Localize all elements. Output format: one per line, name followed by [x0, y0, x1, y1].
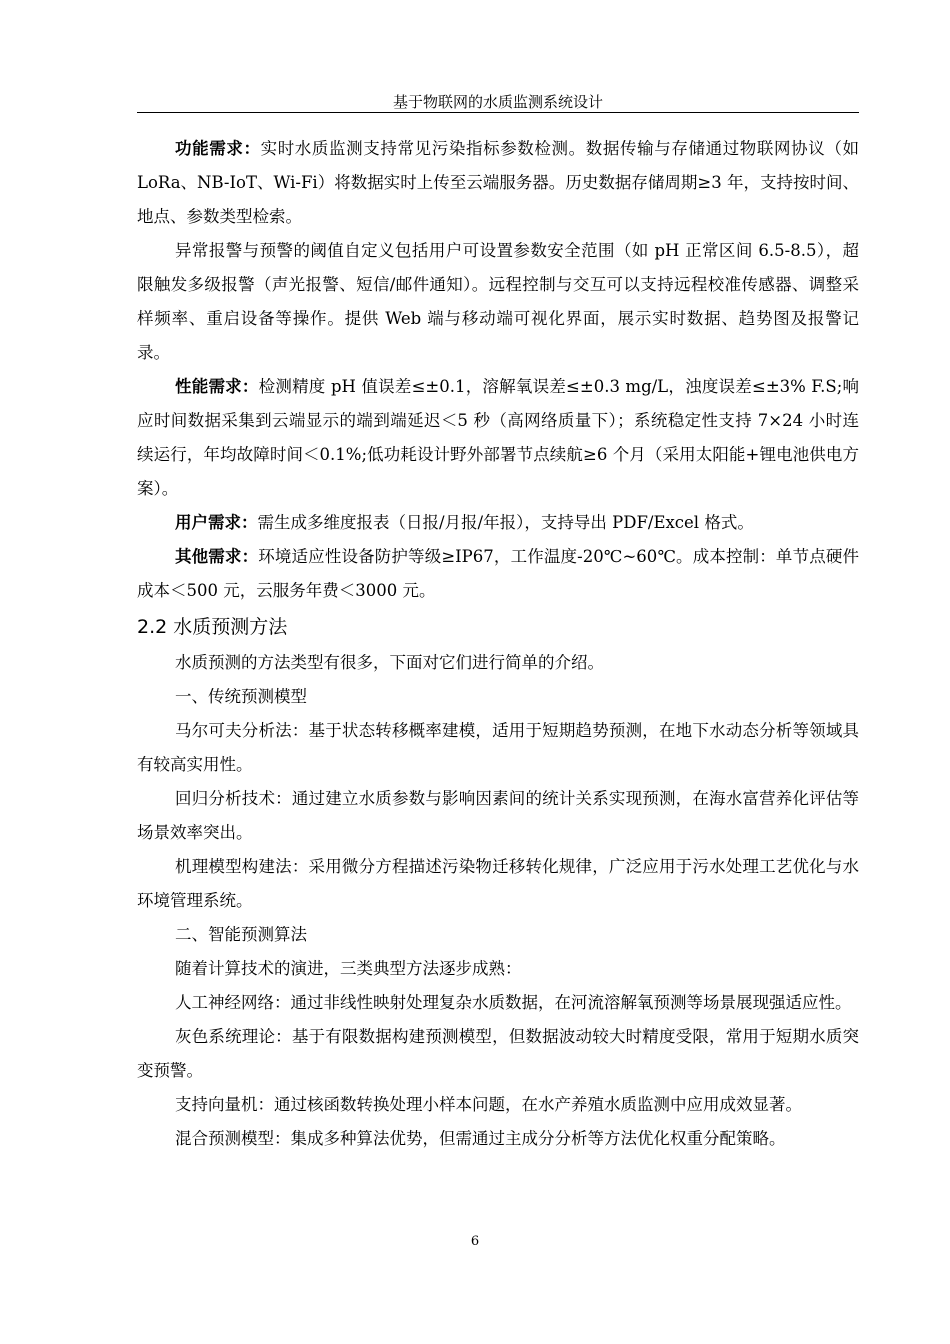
page-number: 6	[470, 1234, 480, 1249]
paragraph-alarm: 异常报警与预警的阈值自定义包括用户可设置参数安全范围（如 pH 正常区间 6.5-8.5），超限触发多级报警（声光报警、短信/邮件通知）。远程控制与交互可以支持远程校准传感器、调整采样频率、重启设备等操作。提供 Web 端与移动端可视化界面，展示实时数据、趋势图及报警记录。	[137, 241, 859, 362]
text-user-requirements: 需生成多维度报表（日报/月报/年报），支持导出 PDF/Excel 格式。	[257, 513, 754, 532]
section-paragraph: 支持向量机：通过核函数转换处理小样本问题，在水产养殖水质监测中应用成效显著。	[175, 1095, 802, 1114]
section-paragraph: 水质预测的方法类型有很多，下面对它们进行简单的介绍。	[175, 653, 604, 672]
header-rule	[137, 112, 859, 113]
text-functional-requirements: 实时水质监测支持常见污染指标参数检测。数据传输与存储通过物联网协议（如 LoRa、NB-IoT、Wi-Fi）将数据实时上传至云端服务器。历史数据存储周期≥3 年，支持按时间、地点、参数类型检索。	[137, 139, 860, 226]
label-user-requirements: 用户需求：	[175, 513, 258, 532]
paragraph-performance-requirements	[137, 370, 859, 506]
label-other-requirements: 其他需求：	[175, 547, 259, 566]
paragraph-user-requirements	[137, 506, 859, 540]
paragraph-other-requirements	[137, 540, 859, 608]
section-paragraph: 马尔可夫分析法：基于状态转移概率建模，适用于短期趋势预测，在地下水动态分析等领域具有较高实用性。	[137, 721, 859, 774]
section-heading: 2.2 水质预测方法	[137, 616, 288, 638]
section-paragraph: 一、传统预测模型	[175, 687, 307, 706]
section-paragraph: 混合预测模型：集成多种算法优势，但需通过主成分分析等方法优化权重分配策略。	[175, 1129, 786, 1148]
label-performance-requirements: 性能需求：	[175, 377, 259, 396]
paragraph-functional-requirements	[137, 132, 859, 234]
label-functional-requirements: 功能需求：	[175, 139, 261, 158]
section-paragraph: 灰色系统理论：基于有限数据构建预测模型，但数据波动较大时精度受限，常用于短期水质突变预警。	[137, 1027, 859, 1080]
section-paragraph: 二、智能预测算法	[175, 925, 307, 944]
text-other-requirements: 环境适应性设备防护等级≥IP67，工作温度-20℃~60℃。成本控制：单节点硬件成本＜500 元，云服务年费＜3000 元。	[137, 547, 860, 600]
page-body	[137, 132, 859, 1156]
section-paragraph: 回归分析技术：通过建立水质参数与影响因素间的统计关系实现预测，在海水富营养化评估等场景效率突出。	[137, 789, 859, 842]
section-paragraph: 机理模型构建法：采用微分方程描述污染物迁移转化规律，广泛应用于污水处理工艺优化与水环境管理系统。	[137, 857, 859, 910]
text-performance-requirements: 检测精度 pH 值误差≤±0.1，溶解氧误差≤±0.3 mg/L，浊度误差≤±3% F.S;响应时间数据采集到云端显示的端到端延迟＜5 秒（高网络质量下）；系统稳定性支持 7×24 小时连续运行，年均故障时间＜0.1%;低功耗设计野外部署节点续航≥6 个月（采用太阳能+锂电池供电方案）。	[137, 377, 859, 498]
section-paragraph: 随着计算技术的演进，三类典型方法逐步成熟：	[175, 959, 522, 978]
running-header: 基于物联网的水质监测系统设计	[392, 93, 603, 111]
section-paragraph: 人工神经网络：通过非线性映射处理复杂水质数据，在河流溶解氧预测等场景展现强适应性。	[175, 993, 852, 1012]
